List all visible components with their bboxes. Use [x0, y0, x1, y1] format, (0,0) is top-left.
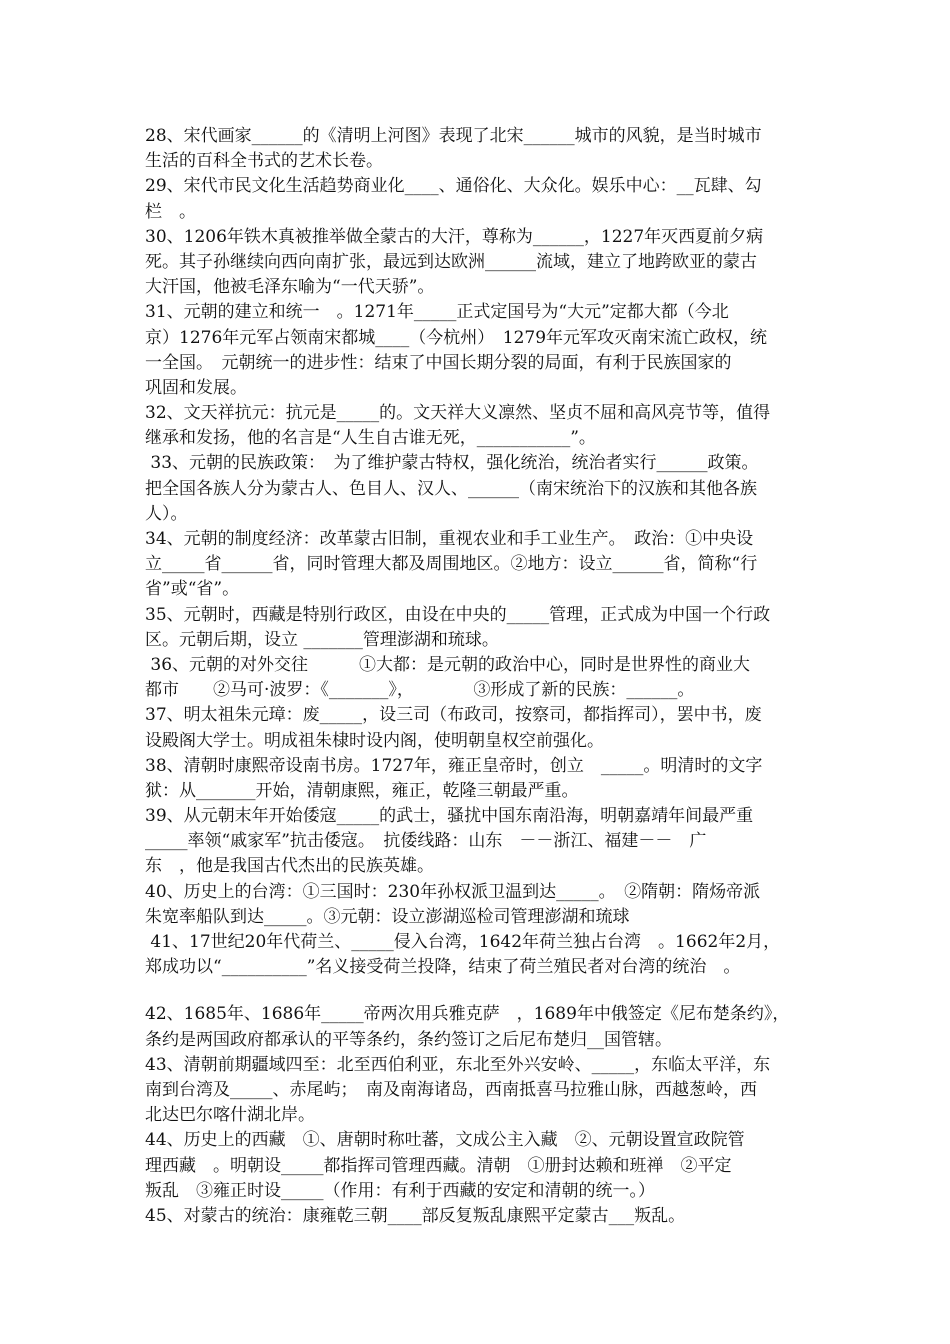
blank-line — [145, 980, 810, 1002]
text-line: 死。其子孙继续向西向南扩张，最远到达欧洲______流域，建立了地跨欧亚的蒙古 — [145, 251, 757, 272]
text-line: 40、历史上的台湾：①三国时：230年孙权派卫温到达_____。 ②隋朝：隋炀帝派 — [145, 881, 761, 902]
text-line: 38、清朝时康熙帝设南书房。1727年，雍正皇帝时，创立 _____。明清时的文字 — [145, 755, 763, 776]
text-line: 29、宋代市民文化生活趋势商业化____、通俗化、大众化。娱乐中心：__瓦肆、勾 — [145, 176, 762, 197]
text-line: 条约是两国政府都承认的平等条约，条约签订之后尼布楚归__国管辖。 — [145, 1029, 672, 1050]
text-line: _____率领“戚家军”抗击倭寇。 抗倭线路：山东 －－浙江、福建－－ 广 — [145, 831, 707, 852]
text-line: 省”或“省”。 — [145, 579, 240, 600]
text-line: 南到台湾及_____、赤尾屿； 南及南海诸岛，西南抵喜马拉雅山脉，西越葱岭，西 — [145, 1079, 757, 1100]
text-line: 32、文天祥抗元：抗元是_____的。文天祥大义凛然、坚贞不屈和高风亮节等，值得 — [145, 403, 771, 424]
text-line: 北达巴尔喀什湖北岸。 — [145, 1105, 315, 1126]
text-line: 把全国各族人分为蒙古人、色目人、汉人、______（南宋统治下的汉族和其他各族 — [145, 478, 757, 499]
text-line: 人）。 — [145, 503, 188, 524]
text-line: 45、对蒙古的统治：康雍乾三朝____部反复叛乱康熙平定蒙古___叛乱。 — [145, 1205, 686, 1226]
text-line: 立_____省______省，同时管理大都及周围地区。②地方：设立______省，简称“行 — [145, 554, 758, 575]
text-line: 大汗国，他被毛泽东喻为“一代天骄”。 — [145, 277, 435, 298]
text-line: 理西藏 。明朝设_____都指挥司管理西藏。清朝 ①册封达赖和班禅 ②平定 — [145, 1155, 732, 1176]
text-line: 31、元朝的建立和统一 。1271年_____正式定国号为“大元”定都大都（今北 — [145, 302, 729, 323]
text-line: 区。元朝后期，设立 _______管理澎湖和琉球。 — [145, 629, 499, 650]
text-line: 43、清朝前期疆域四至：北至西伯利亚，东北至外兴安岭、_____，东临太平洋，东 — [145, 1054, 771, 1075]
text-line: 39、从元朝末年开始倭寇_____的武士，骚扰中国东南沿海，明朝嘉靖年间最严重 — [145, 806, 754, 827]
text-line: 狱：从_______开始，清朝康熙，雍正，乾隆三朝最严重。 — [145, 780, 579, 801]
text-line: 设殿阁大学士。明成祖朱棣时设内阁，使明朝皇权空前强化。 — [145, 730, 604, 751]
text-line: 37、明太祖朱元璋：废_____，设三司（布政司，按察司，都指挥司），罢中书，废 — [145, 705, 762, 726]
text-line: 30、1206年铁木真被推举做全蒙古的大汗，尊称为______，1227年灭西夏前夕病 — [145, 226, 764, 247]
document-body — [145, 124, 810, 1229]
text-line: 都市 ②马可·波罗：《_______》， ③形成了新的民族：______。 — [145, 680, 695, 701]
text-line: 一全国。 元朝统一的进步性：结束了中国长期分裂的局面，有利于民族国家的 — [145, 352, 732, 373]
text-line: 叛乱 ③雍正时设_____（作用：有利于西藏的安定和清朝的统一。） — [145, 1180, 655, 1201]
text-line: 44、历史上的西藏 ①、唐朝时称吐蕃，文成公主入藏 ②、元朝设置宣政院管 — [145, 1130, 745, 1151]
text-line: 35、元朝时，西藏是特别行政区，由设在中央的_____管理，正式成为中国一个行政 — [145, 604, 771, 625]
text-line: 朱宽率船队到达_____。③元朝：设立澎湖巡检司管理澎湖和琉球 — [145, 906, 630, 927]
text-line: 34、元朝的制度经济：改革蒙古旧制，重视农业和手工业生产。 政治：①中央设 — [145, 529, 754, 549]
text-line: 巩固和发展。 — [145, 377, 247, 398]
text-line: 42、1685年、1686年_____帝两次用兵雅克萨 ，1689年中俄签定《尼布楚条约》， — [145, 1004, 790, 1025]
text-line: 41、17世纪20年代荷兰、_____侵入台湾，1642年荷兰独占台湾 。1662年2月， — [145, 932, 781, 952]
text-line: 33、元朝的民族政策： 为了维护蒙古特权，强化统治，统治者实行______政策。 — [145, 453, 759, 474]
text-line: 东 ，他是我国古代杰出的民族英雄。 — [145, 856, 434, 877]
text-line: 京）1276年元军占领南宋都城____（今杭州） 1279年元军攻灭南宋流亡政权，统 — [145, 327, 768, 348]
text-line: 继承和发扬，他的名言是“人生自古谁无死，___________”。 — [145, 428, 596, 449]
text-line: 36、元朝的对外交往 ①大都：是元朝的政治中心，同时是世界性的商业大 — [145, 654, 751, 675]
text-line: 28、宋代画家______的《清明上河图》表现了北宋______城市的风貌，是当时城市 — [145, 126, 762, 146]
text-line: 郑成功以“__________”名义接受荷兰投降，结束了荷兰殖民者对台湾的统治 。 — [145, 957, 741, 978]
text-line: 栏 。 — [145, 201, 196, 222]
text-line: 生活的百科全书式的艺术长卷。 — [145, 151, 383, 172]
